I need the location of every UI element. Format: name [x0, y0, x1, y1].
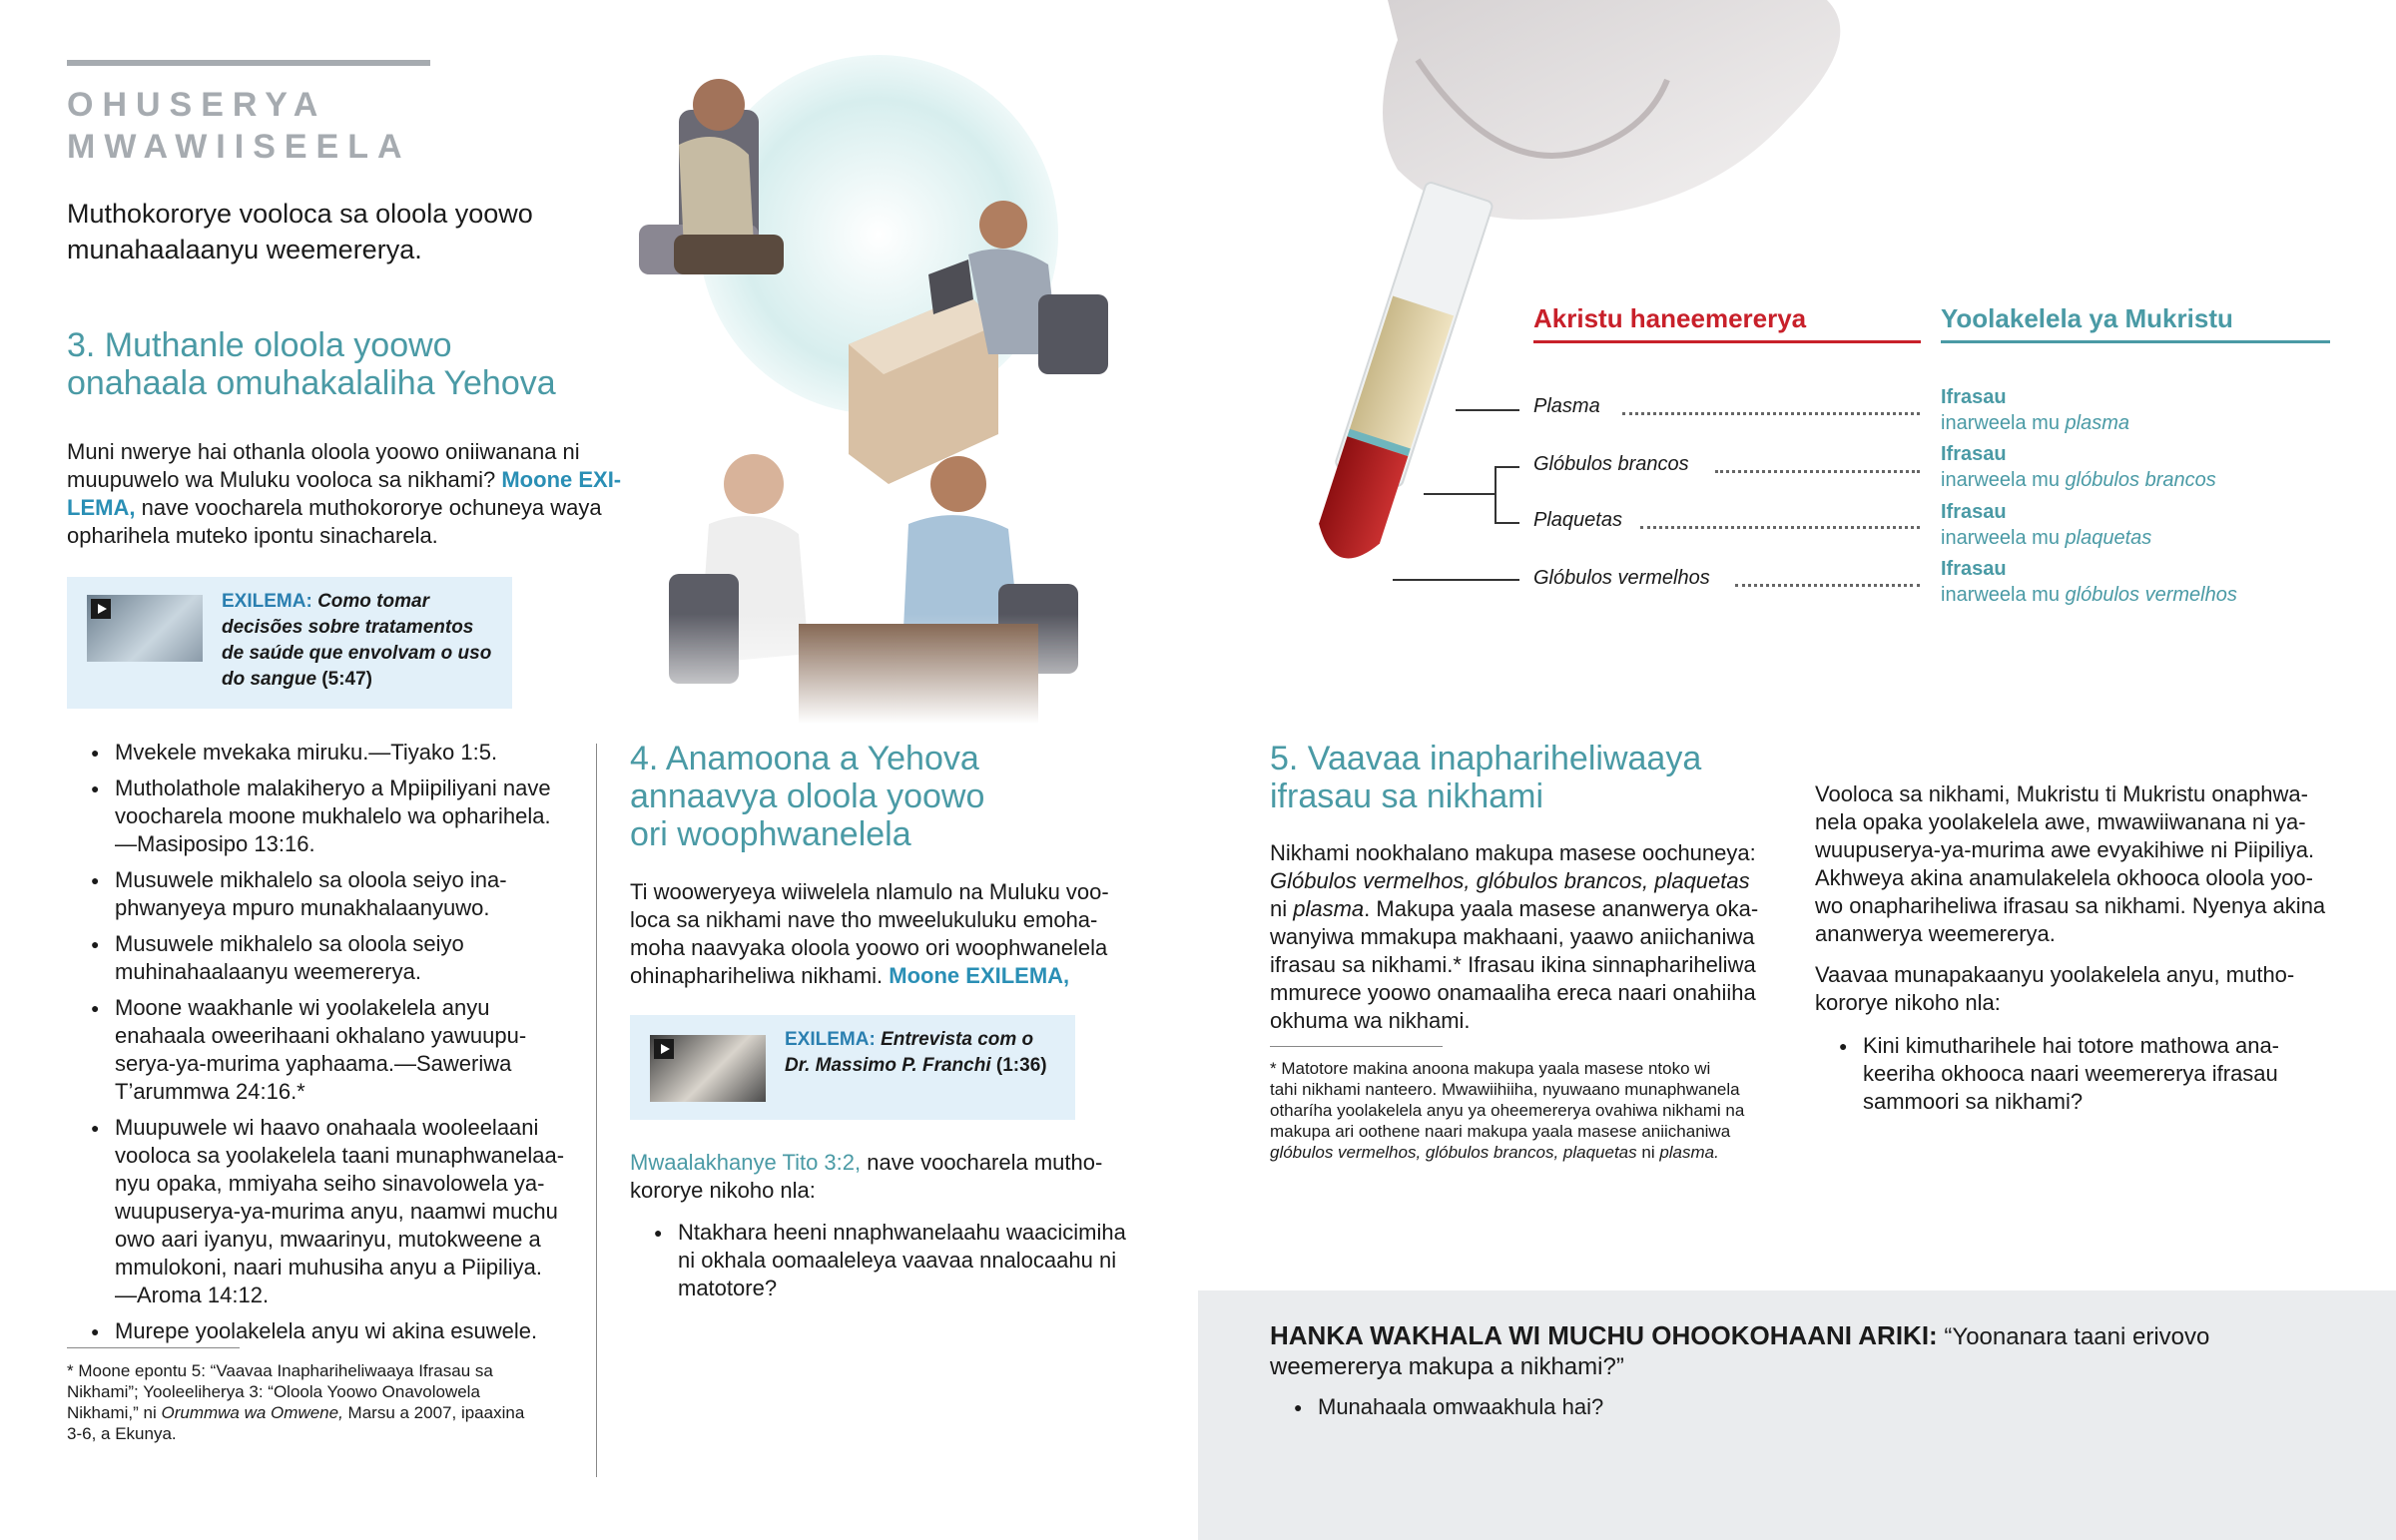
component-wbc: Glóbulos brancos — [1533, 453, 1689, 475]
component-rbc: Glóbulos vermelhos — [1533, 567, 1710, 589]
dots — [1640, 526, 1920, 529]
fraction-wbc: Ifrasau inarweela mu glóbulos brancos — [1941, 443, 2216, 491]
section-5-right-p2: Vaavaa munapakaanyu yoolakelela anyu, mutho- kororye nikoho nla: — [1815, 962, 2295, 1015]
discussion-box-list — [1270, 1393, 2168, 1429]
video-link[interactable]: Moone EXI- — [501, 467, 622, 492]
list-item: ● Kini kimutharihele hai totore mathowa ana- keeriha okhooca naari weemererya ifrasau sammoori sa nikhami? — [1815, 1032, 2354, 1116]
section-5-body: Nikhami nookhalano makupa masese oochuneya: Glóbulos vermelhos, glóbulos brancos, plaquetas ni plasma. Makupa yaala masese ananwerya oka- wanyiwa mmakupa makhaani, yaawo aniichaniwa ifrasau sa nikhami.* Ifrasau ikina sinnaphariheliwa mmurece yoowo onamaaliha ereca naari onahiiha okhuma wa nikhami. — [1270, 840, 1759, 1033]
fraction-plasma: Ifrasau inarweela mu plasma — [1941, 386, 2129, 434]
video-card-2[interactable] — [630, 1015, 1075, 1120]
video-card-1[interactable] — [67, 577, 512, 709]
section-4-heading: 4. Anamoona a Yehova annaavya oloola yoowo ori woophwanelela — [630, 740, 985, 853]
section-3-body: Muni nwerye hai othanla oloola yoowo oniiwanana ni muupuwelo wa Muluku vooloca sa nikhami? Moone EXI- LEMA, nave voocharela muthokororye ochuneya waya opharihela muteko ipontu sinacharela. — [67, 439, 622, 548]
col-right-header: Yoolakelela ya Mukristu — [1941, 303, 2233, 333]
list-item: ● Musuwele mikhalelo sa oloola seiyo muhinahaalaanyu weemererya. — [67, 930, 606, 986]
intro-text: Muthokororye vooloca sa oloola yoowo munahaalaanyu weemererya. — [67, 199, 533, 264]
footnote-right: * Matotore makina anoona makupa yaala masese ntoko wi tahi nikhami nanteero. Mwawiihiiha, nyuwaano munaphwanela otharíha yoolakelela anyu ya oheemererya ovahiwa nikhami na makupa ari oothene naari makupa yaala masese aniichaniwa glóbulos vermelhos, glóbulos brancos, plaquetas ni plasma. — [1270, 1059, 1745, 1162]
dots — [1622, 412, 1920, 415]
component-plasma: Plasma — [1533, 395, 1600, 417]
play-icon[interactable] — [654, 1039, 674, 1059]
column-divider — [596, 744, 597, 1477]
footnote-divider — [67, 1347, 240, 1348]
discussion-box-text: HANKA WAKHALA WI MUCHU OHOOKOHAANI ARIKI: “Yoonanara taani erivovo weemererya makupa a nikhami?” — [1270, 1320, 2210, 1380]
leader-bracket — [1495, 466, 1497, 523]
leader-bracket-stem — [1424, 493, 1495, 495]
leader-rbc — [1393, 579, 1519, 581]
section-3-list — [67, 739, 606, 1353]
section-label: OHUSERYA MWAWIISEELA — [67, 86, 411, 166]
leader-bracket-top — [1495, 466, 1519, 468]
section-bar — [67, 60, 430, 66]
leader-bracket-bottom — [1495, 522, 1519, 524]
section-5-list — [1815, 1032, 2354, 1124]
col-right-underline — [1941, 340, 2330, 343]
play-icon[interactable] — [91, 599, 111, 619]
list-item: ● Mutholathole malakiheryo a Mpiipiliyani nave voocharela moone mukhalelo wa opharihela. —Masiposipo 13:16. — [67, 774, 606, 858]
footnote-divider — [1270, 1046, 1443, 1047]
section-5-right-p1: Vooloca sa nikhami, Mukristu ti Mukristu onaphwa- nela opaka yoolakelela awe, mwawiiwanana ni ya- wuupuserya-ya-murima awe evyakihiwe ni Piipiliya. Akhweya akina anamulakelela okhooca oloola yoo- wo onaphariheliwa ifrasau sa nikhami. Nyenya akina ananwerya weemererya. — [1815, 781, 2326, 946]
section-3-heading: 3. Muthanle oloola yoowo onahaala omuhakalaliha Yehova — [67, 326, 556, 402]
leader-plasma — [1456, 409, 1519, 411]
video-thumbnail[interactable] — [87, 595, 203, 662]
video-title: EXILEMA: Entrevista com o Dr. Massimo P. Franchi (1:36) — [785, 1029, 1047, 1076]
video-title: EXILEMA: Como tomar decisões sobre tratamentos de saúde que envolvam o uso do sangue (5:47) — [222, 591, 492, 690]
illustration-svg — [639, 55, 1158, 724]
doctor-consultation-illustration — [639, 55, 1158, 724]
video-thumbnail[interactable] — [650, 1035, 766, 1102]
video-link[interactable]: Moone EXILEMA, — [889, 963, 1070, 988]
list-item: ● Munahaala omwaakhula hai? — [1270, 1393, 2168, 1421]
footnote-left: * Moone epontu 5: “Vaavaa Inaphariheliwaaya Ifrasau sa Nikhami”; Yooleeliherya 3: “Oloola Yoowo Onavolowela Nikhami,” ni Orummwa wa Omwene, Marsu a 2007, ipaaxina 3-6, a Ekunya. — [67, 1361, 525, 1443]
scripture-link[interactable]: Mwaalakhanye Tito 3:2, — [630, 1150, 862, 1175]
list-item: ● Murepe yoolakelela anyu wi akina esuwele. — [67, 1317, 606, 1345]
col-left-header: Akristu haneemererya — [1533, 303, 1807, 333]
list-item: ● Ntakhara heeni nnaphwanelaahu waacicimiha ni okhala oomaaleleya vaavaa nnalocaahu ni matotore? — [630, 1219, 1149, 1302]
section-4-read: Mwaalakhanye Tito 3:2, nave voocharela mutho- kororye nikoho nla: — [630, 1150, 1103, 1203]
section-4-list — [630, 1219, 1149, 1310]
list-item: ● Muupuwele wi haavo onahaala wooleelaani vooloca sa yoolakelela taani munaphwanelaa- nyu opaka, mmiyaha seiho sinavolowela ya- wuupuserya-ya-murima anyu, naamwi muchu owo aari iyanyu, mwaarinyu, mutokweene a mmulokoni, naari muhusiha anyu a Piipiliya. —Aroma 14:12. — [67, 1114, 606, 1309]
section-5-heading: 5. Vaavaa inaphariheliwaaya ifrasau sa nikhami — [1270, 740, 1702, 815]
fraction-platelets: Ifrasau inarweela mu plaquetas — [1941, 501, 2152, 549]
list-item: ● Mvekele mvekaka miruku.—Tiyako 1:5. — [67, 739, 606, 767]
list-item: ● Moone waakhanle wi yoolakelela anyu enahaala oweerihaani okhalano yawuupu- serya-ya-murima yaphaama.—Saweriwa T’arummwa 24:16.* — [67, 994, 606, 1106]
component-platelets: Plaquetas — [1533, 509, 1622, 531]
list-item: ● Musuwele mikhalelo sa oloola seiyo ina- phwanyeya mpuro munakhalaanyuwo. — [67, 866, 606, 922]
fraction-rbc: Ifrasau inarweela mu glóbulos vermelhos — [1941, 558, 2237, 606]
dots — [1735, 584, 1920, 587]
section-4-body: Ti wooweryeya wiiwelela nlamulo na Muluku voo- loca sa nikhami nave tho mweelukuluku emoha- moha naavyaka oloola yoowo ori woophwanelela ohinaphariheliwa nikhami. Moone EXILEMA, — [630, 879, 1109, 988]
video-link-cont[interactable]: LEMA, — [67, 495, 136, 520]
col-left-underline — [1533, 340, 1921, 343]
dots — [1715, 470, 1920, 473]
